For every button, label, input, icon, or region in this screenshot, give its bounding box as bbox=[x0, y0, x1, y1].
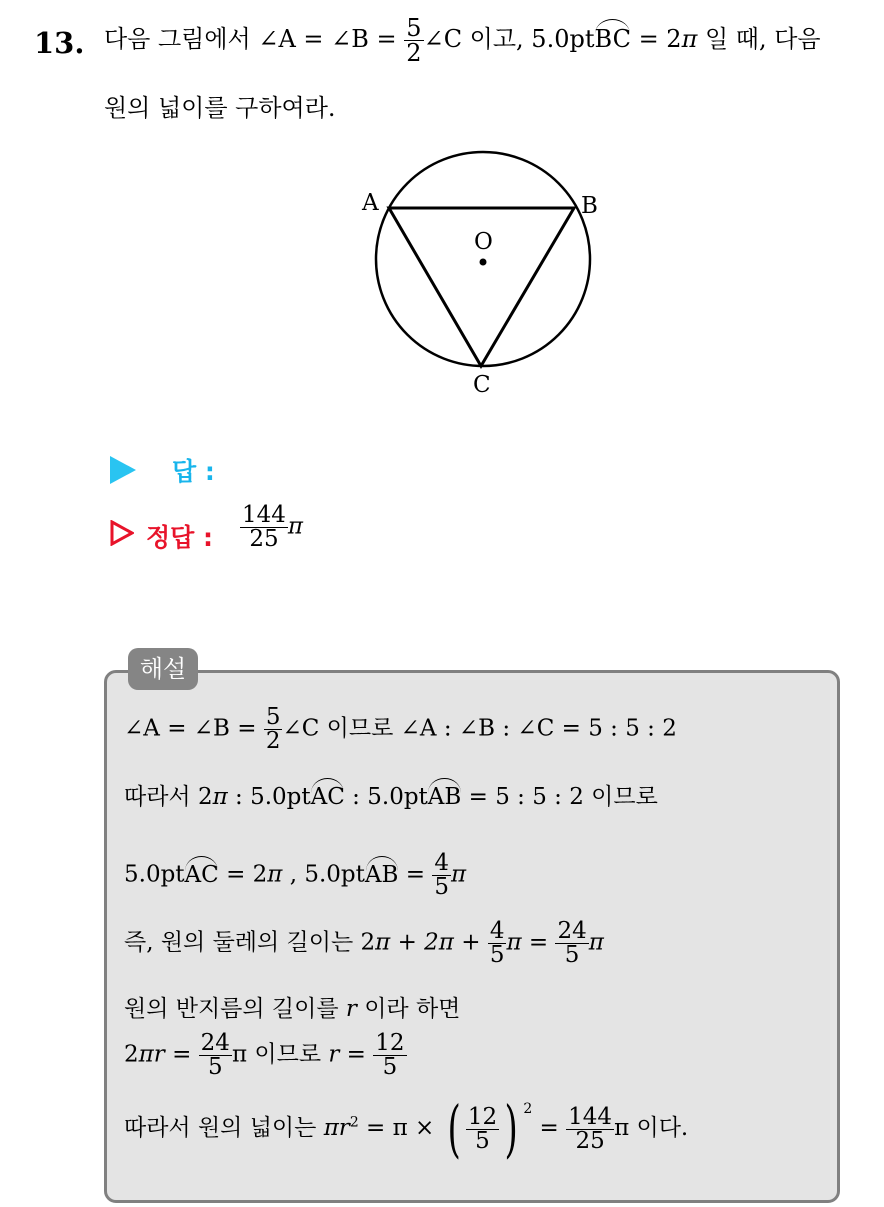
solution-line-6 bbox=[124, 1032, 407, 1079]
s4-den: 5 bbox=[489, 942, 505, 968]
s1-b: ∠C 이므로 ∠A : ∠B : ∠C = 5 : 5 : 2 bbox=[282, 715, 677, 742]
s5-a: 원의 반지름의 길이를 bbox=[124, 996, 346, 1022]
answer-num: 144 bbox=[242, 502, 286, 528]
left-paren: ( bbox=[447, 1092, 461, 1165]
s7-den2: 25 bbox=[575, 1127, 605, 1154]
s6-b: = bbox=[164, 1041, 199, 1068]
s4-b: π + 2π + bbox=[375, 929, 488, 956]
q-fraction bbox=[404, 16, 423, 65]
s7-c: = bbox=[532, 1115, 567, 1141]
s2-c: : 5.0pt bbox=[344, 784, 428, 810]
s7-a: 따라서 원의 넓이는 bbox=[124, 1115, 324, 1141]
s3-b: = 2 bbox=[218, 861, 268, 888]
q-arc-bc: BC bbox=[594, 25, 631, 53]
answer-den: 25 bbox=[249, 526, 279, 552]
s7-b: = π × bbox=[358, 1115, 442, 1141]
s4-d: π bbox=[588, 929, 604, 956]
q-frac-den: 2 bbox=[406, 39, 422, 67]
solution-line-1 bbox=[124, 706, 677, 753]
s5-r: r bbox=[345, 996, 357, 1022]
solution-tag: 해설 bbox=[128, 648, 198, 690]
s2-a: 따라서 2 bbox=[124, 784, 213, 810]
q-pi: π bbox=[681, 25, 698, 53]
question-number: 13. bbox=[34, 26, 85, 60]
answer-pi: π bbox=[287, 513, 304, 540]
s6-den2: 5 bbox=[382, 1054, 398, 1080]
s4-num: 4 bbox=[489, 918, 505, 944]
s6-c: π 이므로 bbox=[231, 1041, 329, 1068]
s7-num2: 144 bbox=[568, 1103, 613, 1130]
s4-den2: 5 bbox=[564, 942, 580, 968]
right-paren: ) bbox=[504, 1092, 518, 1165]
center-point bbox=[480, 259, 487, 266]
s7-sup2: 2 bbox=[523, 1101, 533, 1117]
s3-arc-ab: AB bbox=[364, 861, 399, 888]
s6-pir: πr bbox=[138, 1041, 165, 1068]
s6-a: 2 bbox=[124, 1041, 139, 1068]
s3-pi2: π bbox=[450, 861, 467, 888]
outline-arrow-icon bbox=[110, 520, 134, 546]
label-c: C bbox=[473, 372, 491, 398]
correct-answer-label: 정답 : bbox=[146, 523, 214, 552]
s7-sup: 2 bbox=[349, 1114, 359, 1131]
s6-num: 24 bbox=[200, 1030, 230, 1056]
s6-r: r bbox=[328, 1041, 340, 1068]
s3-num: 4 bbox=[434, 850, 449, 876]
q-frac-num: 5 bbox=[406, 14, 422, 42]
label-a: A bbox=[362, 190, 379, 216]
s3-pi: π bbox=[267, 861, 283, 888]
s1-den: 2 bbox=[265, 728, 281, 754]
answer-label: 답 : bbox=[172, 457, 215, 486]
s3-d: = bbox=[398, 861, 433, 888]
s3-arc-ac: AC bbox=[184, 861, 219, 888]
s2-arc-ab: AB bbox=[427, 784, 462, 810]
s3-c: , 5.0pt bbox=[282, 861, 365, 888]
s3-den: 5 bbox=[434, 874, 449, 900]
solution-line-5 bbox=[124, 990, 460, 1023]
s1-num: 5 bbox=[265, 704, 281, 730]
circle-triangle-figure bbox=[360, 150, 610, 400]
s6-num2: 12 bbox=[375, 1030, 405, 1056]
s5-b: 이라 하면 bbox=[356, 996, 461, 1022]
s4-c: π = bbox=[506, 929, 556, 956]
q-text-b: ∠C 이고, 5.0pt bbox=[423, 25, 595, 53]
s1-a: ∠A = ∠B = bbox=[124, 715, 264, 742]
solution-line-2 bbox=[124, 778, 658, 811]
q-text-c: = 2 bbox=[630, 25, 682, 53]
s2-arc-ac: AC bbox=[310, 784, 345, 810]
q-text-a: 다음 그림에서 ∠A = ∠B = bbox=[104, 25, 405, 53]
solution-line-7 bbox=[124, 1092, 689, 1165]
s7-d: π 이다. bbox=[614, 1115, 689, 1141]
solution-line-3 bbox=[124, 852, 466, 899]
label-o: O bbox=[474, 229, 493, 255]
s4-num2: 24 bbox=[557, 918, 587, 944]
s2-b: : 5.0pt bbox=[227, 784, 311, 810]
correct-answer-value bbox=[240, 504, 303, 551]
s3-a: 5.0pt bbox=[124, 861, 185, 888]
question-line-2: 원의 넓이를 구하여라. bbox=[104, 94, 336, 122]
s2-d: = 5 : 5 : 2 이므로 bbox=[461, 784, 658, 810]
s7-num: 12 bbox=[467, 1103, 498, 1130]
question-line-1 bbox=[104, 16, 821, 65]
s7-pir: πr bbox=[323, 1115, 350, 1141]
s4-a: 즉, 원의 둘레의 길이는 2 bbox=[124, 929, 376, 956]
play-arrow-icon bbox=[110, 456, 136, 484]
q-text-d: 일 때, 다음 bbox=[697, 25, 821, 53]
s7-den: 5 bbox=[475, 1127, 490, 1154]
s6-d: = bbox=[339, 1041, 374, 1068]
s6-den: 5 bbox=[207, 1054, 223, 1080]
s2-pi: π bbox=[212, 784, 228, 810]
label-b: B bbox=[581, 193, 598, 219]
solution-line-4 bbox=[124, 920, 604, 967]
